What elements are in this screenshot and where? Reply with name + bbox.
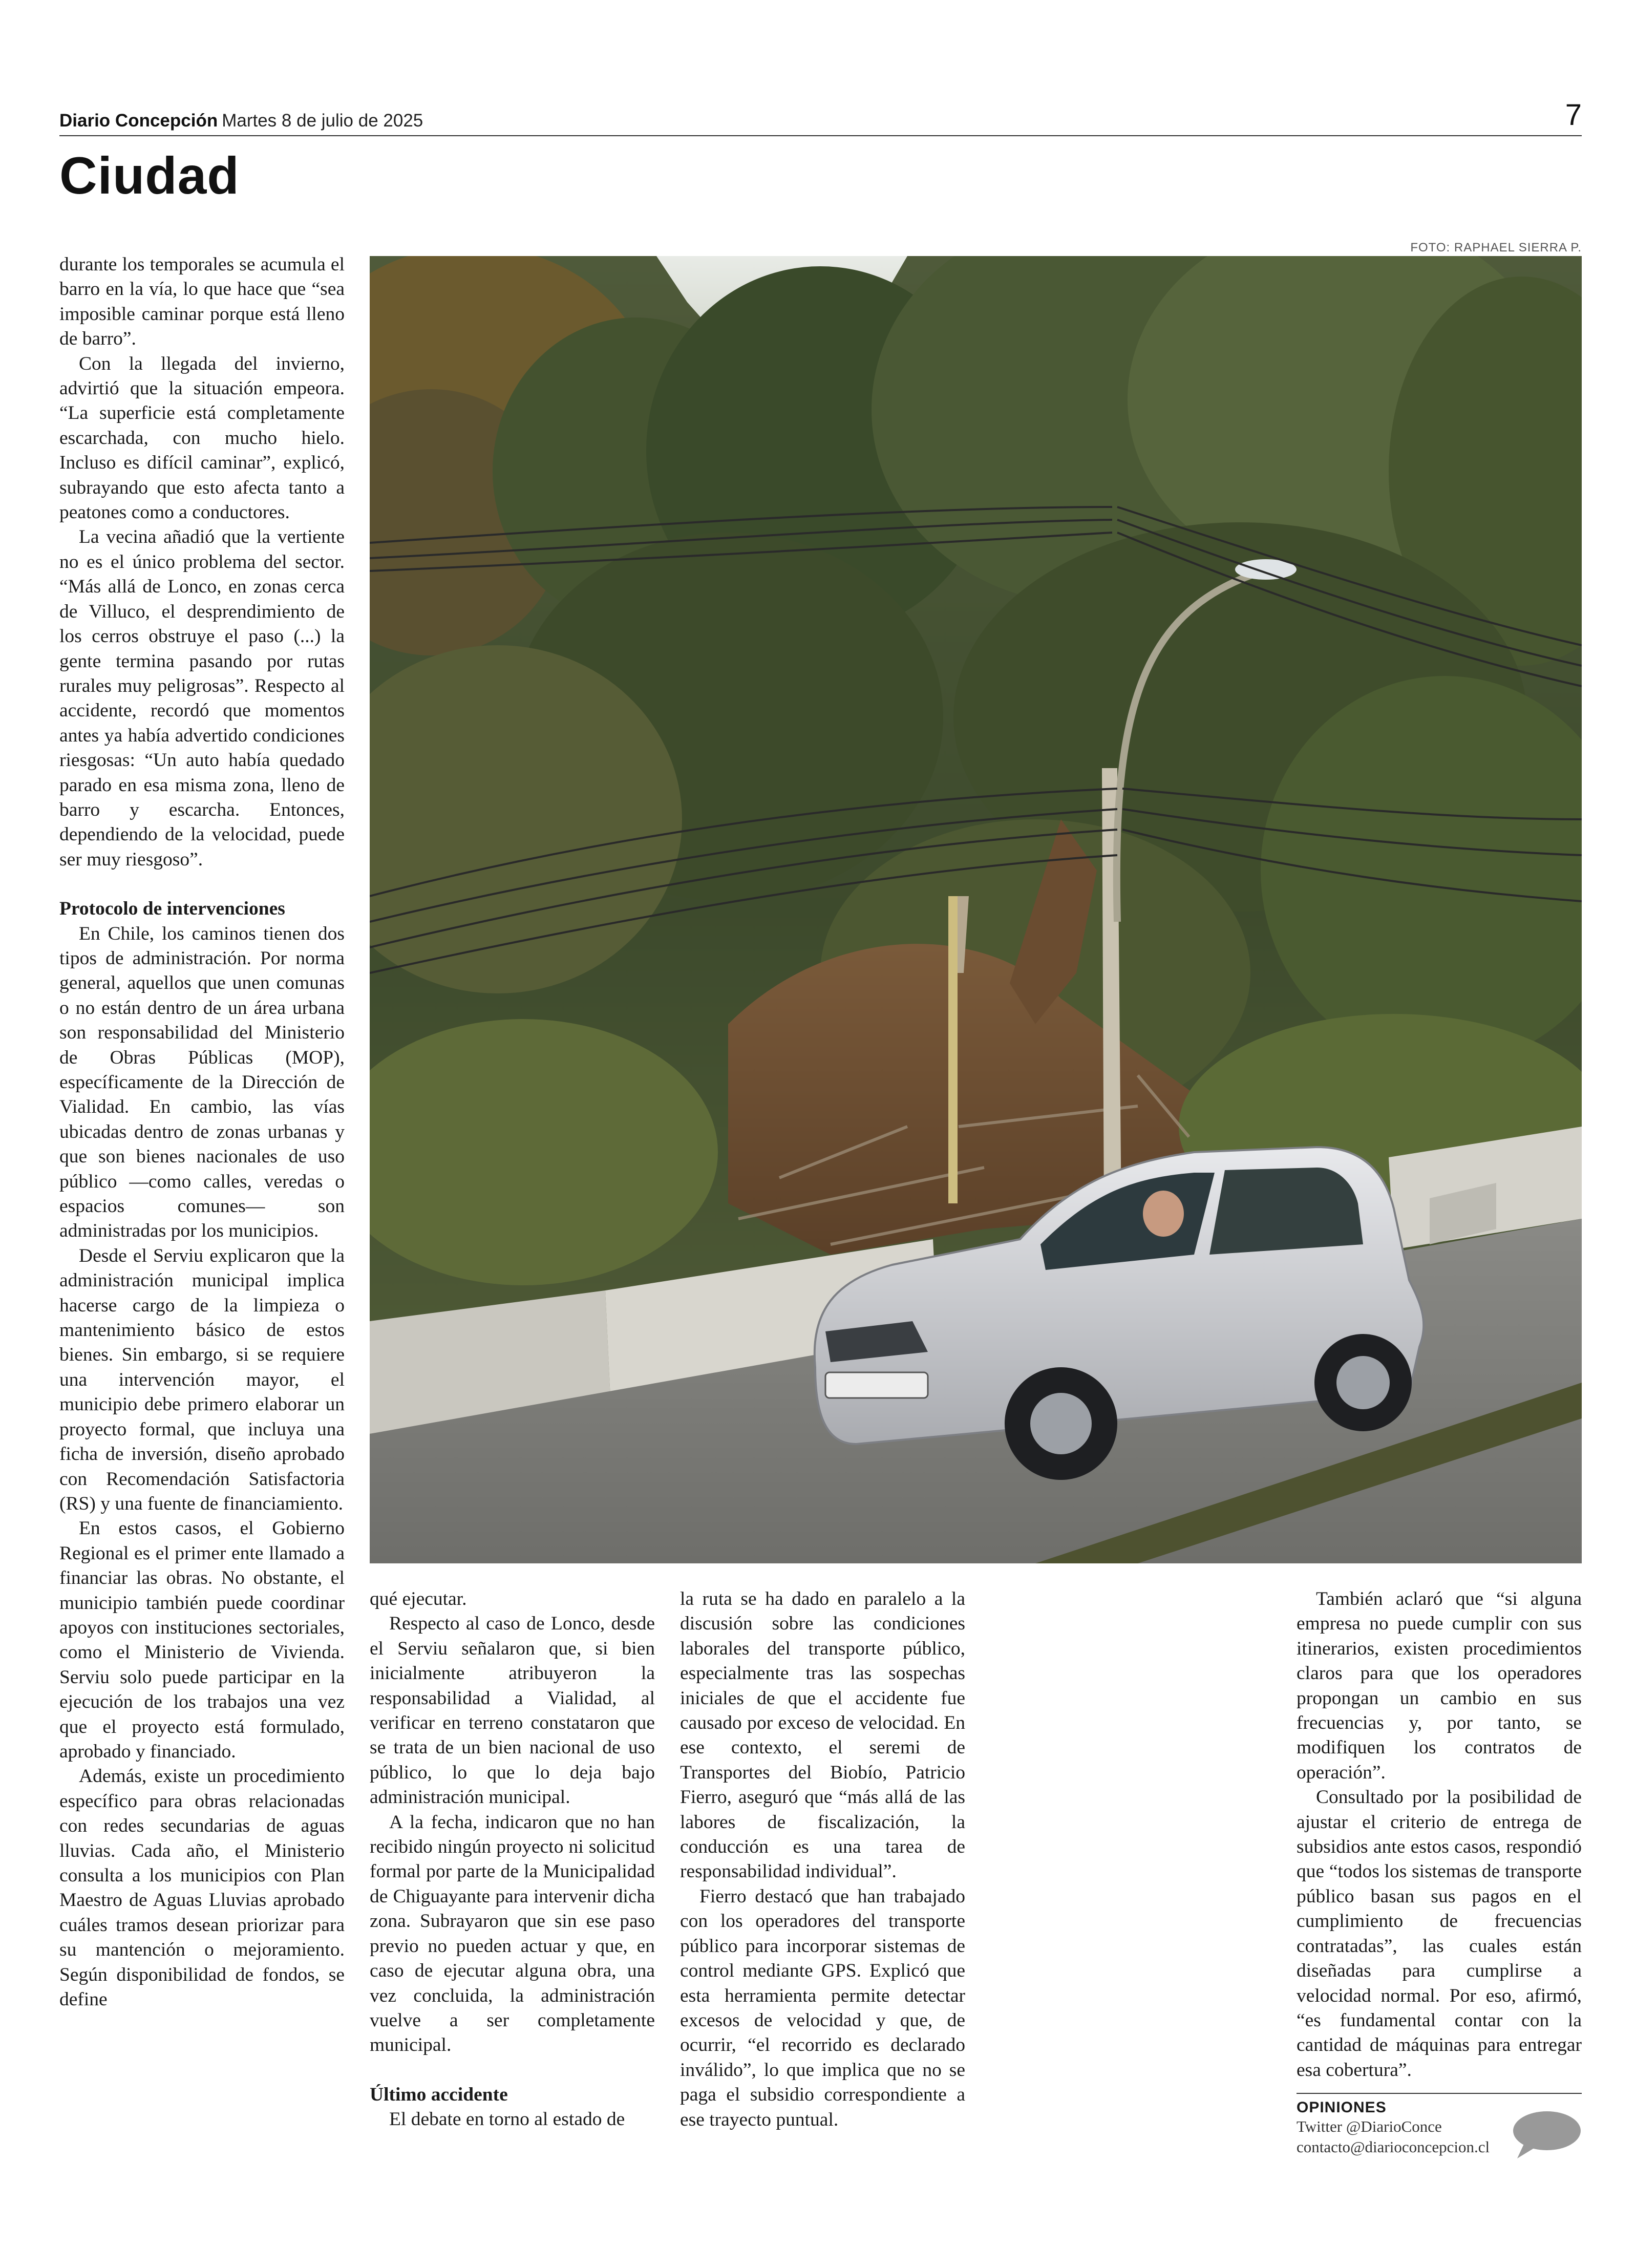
issue-date: Martes 8 de julio de 2025 xyxy=(222,111,423,131)
article-column-1 xyxy=(59,252,345,2012)
opiniones-heading: OPINIONES xyxy=(1297,2099,1387,2116)
paragraph: Desde el Serviu explicaron que la administración municipal implica hacerse cargo de la limpieza o mantenimiento básico de estos bienes. Sin embargo, si se requiere una intervención mayor, el municipio debe primero elaborar un proyecto formal, que incluya una ficha de inversión, diseño aprobado con Recomendación Satisfactoria (RS) y una fuente de financiamiento. xyxy=(59,1245,345,1514)
paragraph: En estos casos, el Gobierno Regional es el primer ente llamado a financiar las obras. No obstante, el municipio también puede coordinar apoyos con instituciones sectoriales, como el Ministerio de Vivienda. Serviu solo puede participar en la ejecución de los trabajos una vez que el proyecto está formulado, aprobado y financiado. xyxy=(59,1518,345,1762)
paragraph: El debate en torno al estado de xyxy=(389,2109,625,2130)
masthead-paper xyxy=(59,111,423,131)
paragraph: La vecina añadió que la vertiente no es el único problema del sector. “Más allá de Lonco, en zonas cerca de Villuco, el desprendimiento de los cerros obstruye el paso (...) la gente termina pasando por rutas rurales muy peligrosas”. Respecto al accidente, recordó que momentos antes ya había advertido condiciones riesgosas: “Un auto había quedado parado en esa misma zona, lleno de barro y escarcha. Entonces, dependiendo de la velocidad, puede ser muy riesgoso”. xyxy=(59,526,345,870)
paragraph: Fierro destacó que han trabajado con los operadores del transporte público para incorporar sistemas de control mediante GPS. Explicó que esta herramienta permite detectar excesos de velocidad y que, de ocurrir, “el recorrido es declarado inválido”, lo que implica que no se paga el subsidio correspondiente a ese trayecto puntual. xyxy=(680,1885,965,2130)
photo-credit: FOTO: RAPHAEL SIERRA P. xyxy=(1410,241,1582,255)
opiniones-box xyxy=(1297,2093,1582,2180)
section-title: Ciudad xyxy=(59,146,240,205)
speech-bubble-icon xyxy=(1510,2109,1582,2160)
paragraph: Con la llegada del invierno, advirtió que la situación empeora. “La superficie está completamente escarchada, con mucho hielo. Incluso es difícil caminar”, explicó, subrayando que esto afecta tanto a peatones como a conductores. xyxy=(59,353,345,523)
paragraph: A la fecha, indicaron que no han recibido ningún proyecto ni solicitud formal por parte de la Municipalidad de Chiguayante para intervenir dicha zona. Subrayaron que sin ese paso previo no pueden actuar y que, en caso de ejecutar alguna obra, una vez concluida, la administración vuelve a ser completamente municipal. xyxy=(370,1811,655,2056)
paragraph: Además, existe un procedimiento específico para obras relacionadas con redes secundarias de aguas lluvias. Cada año, el Ministerio consulta a los municipios con Plan Maestro de Aguas Lluvias aprobado cuáles tramos desean priorizar para su mantención o mejoramiento. Según disponibilidad de fondos, se define xyxy=(59,1766,345,2010)
paragraph: También aclaró que “si alguna empresa no puede cumplir con sus itinerarios, existen procedimientos claros para que los operadores propongan un cambio en sus frecuencias y, por tanto, se modifiquen los contratos de operación”. xyxy=(1297,1588,1582,1783)
twitter-handle[interactable]: Twitter @DiarioConce xyxy=(1297,2117,1442,2135)
article-column-2 xyxy=(370,1587,655,2132)
paragraph: durante los temporales se acumula el barro en la vía, lo que hace que “sea imposible caminar porque está lleno de barro”. xyxy=(59,254,345,350)
news-photo xyxy=(370,256,1582,1563)
paragraph: Consultado por la posibilidad de ajustar el criterio de entrega de subsidios ante estos casos, respondió que “todos los sistemas de transporte público basan sus pagos en el cumplimiento de frecuencias contratadas”, las cuales están diseñadas para cumplirse a velocidad normal. Por eso, afirmó, “es fundamental contar con la cantidad de máquinas para entregar esa cobertura”. xyxy=(1297,1787,1582,2081)
paragraph: la ruta se ha dado en paralelo a la discusión sobre las condiciones laborales del transporte público, especialmente tras las sospechas iniciales de que el accidente fue causado por exceso de velocidad. En ese contexto, el seremi de Transportes del Biobío, Patricio Fierro, aseguró que “más allá de las labores de fiscalización, la conducción es una tarea de responsabilidad individual”. xyxy=(680,1588,965,1882)
paragraph: qué ejecutar. xyxy=(370,1588,467,1609)
article-column-3 xyxy=(680,1587,965,2132)
article-column-4 xyxy=(1297,1587,1582,2083)
subheading: Protocolo de intervenciones xyxy=(59,898,285,920)
paper-name: Diario Concepción xyxy=(59,111,218,131)
contact-email[interactable]: contacto@diarioconcepcion.cl xyxy=(1297,2138,1490,2156)
paragraph: En Chile, los caminos tienen dos tipos de administración. Por norma general, aquellos que unen comunas o no están dentro de un área urbana son responsabilidad del Ministerio de Obras Públicas (MOP), específicamente de la Dirección de Vialidad. En cambio, las vías ubicadas dentro de zonas urbanas y que son bienes nacionales de uso público —como calles, veredas o espacios comunes— son administradas por los municipios. xyxy=(59,923,345,1242)
masthead xyxy=(59,98,1582,136)
page-number: 7 xyxy=(1565,98,1582,132)
paragraph: Respecto al caso de Lonco, desde el Serviu señalaron que, si bien inicialmente atribuyeron la responsabilidad a Vialidad, al verificar en terreno constataron que se trata de un bien nacional de uso público, lo que lo deja bajo administración municipal. xyxy=(370,1613,655,1808)
subheading: Último accidente xyxy=(370,2084,508,2105)
photo-illustration xyxy=(370,256,1582,1563)
